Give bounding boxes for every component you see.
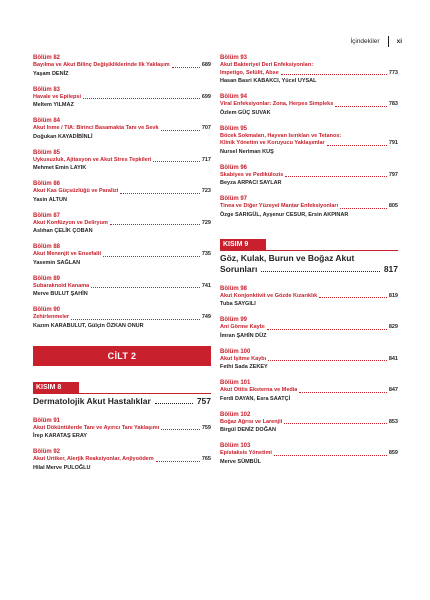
toc-entry-102[interactable] (220, 411, 398, 435)
part-9-heading[interactable] (220, 233, 398, 275)
part-rule (33, 393, 211, 394)
chapter-page: 797 (388, 171, 398, 178)
chapter-author: Ferdi DAYAN, Esra SAATÇİ (220, 395, 291, 402)
chapter-author: Merve BULUT ŞAHİN (33, 291, 88, 297)
chapter-number: Bölüm 82 (33, 55, 61, 61)
part-label: KISIM 9 (220, 239, 266, 250)
chapter-title: Tinea ve Diğer Yüzeyel Mantar Enfeksiyonları (220, 203, 339, 209)
leader-dots (285, 176, 387, 177)
chapter-number: Bölüm 83 (33, 86, 61, 93)
chapter-title-line1: Akut Bakteriyel Deri Enfeksiyonları: (220, 62, 314, 68)
leader-dots (267, 329, 387, 330)
chapter-title: Skabiyes ve Pedikülozis (220, 171, 284, 178)
leader-dots (281, 74, 387, 75)
chapter-page: 847 (388, 387, 398, 393)
part-title-line1: Göz, Kulak, Burun ve Boğaz Akut (220, 252, 355, 263)
chapter-number: Bölüm 86 (33, 181, 61, 187)
chapter-title: Uykusuzluk, Ajitasyon ve Akut Stres Tepkileri (33, 156, 152, 163)
chapter-number: Bölüm 92 (33, 449, 61, 455)
toc-entry-94[interactable] (220, 93, 398, 117)
part-label: KISIM 8 (33, 382, 79, 393)
part-8-heading[interactable] (33, 376, 211, 407)
chapter-number: Bölüm 103 (220, 443, 251, 449)
chapter-page: 717 (201, 156, 211, 163)
toc-entry-83[interactable] (33, 86, 211, 110)
chapter-page: 759 (201, 424, 211, 431)
chapter-number: Bölüm 93 (220, 55, 248, 61)
leader-dots (161, 130, 200, 131)
leader-dots (261, 271, 380, 272)
toc-entry-93[interactable] (220, 54, 398, 85)
header-divider (388, 36, 389, 47)
chapter-number: Bölüm 95 (220, 125, 248, 132)
chapter-author: Meltem YILMAZ (33, 102, 74, 108)
part-rule (220, 250, 398, 251)
leader-dots (103, 256, 200, 257)
chapter-page: 707 (201, 125, 211, 131)
toc-entry-89[interactable] (33, 275, 211, 299)
part-page: 757 (196, 395, 211, 406)
leader-dots (327, 145, 387, 146)
toc-entry-87[interactable] (33, 212, 211, 236)
chapter-author: Özlem GÜÇ SUVAK (220, 109, 271, 116)
chapter-author: Aslıhan ÇELİK ÇOBAN (33, 228, 93, 234)
chapter-title: Akut İşitme Kaybı (220, 355, 267, 362)
chapter-author: İmran ŞAHİN DÜZ (220, 332, 267, 339)
toc-entry-101[interactable] (220, 379, 398, 403)
part-title: Dermatolojik Akut Hastalıklar (33, 395, 151, 406)
chapter-author: Birgül DENİZ DOĞAN (220, 427, 276, 433)
chapter-title: Klinik Yönetim ve Koruyucu Yaklaşımlar (220, 140, 325, 146)
chapter-title: Zehirlenmeler (33, 314, 70, 320)
chapter-title: Boğaz Ağrısı ve Larenjit (220, 418, 283, 425)
chapter-author: Yasin ALTUN (33, 196, 67, 203)
leader-dots (172, 67, 200, 68)
leader-dots (268, 360, 387, 361)
leader-dots (83, 98, 200, 99)
chapter-author: Özge SARIGÜL, Ayşenur CESUR, Ersin AKPINAR (220, 211, 349, 218)
chapter-title: Viral Enfeksiyonlar: Zona, Herpes Simpleks (220, 101, 334, 107)
page-header (350, 36, 402, 47)
chapter-number: Bölüm 101 (220, 380, 251, 386)
chapter-author: Kazım KARABULUT, Gülçin ÖZKAN ONUR (33, 322, 144, 329)
toc-entry-85[interactable] (33, 149, 211, 173)
chapter-author: İrep KARATAŞ ERAY (33, 433, 87, 439)
chapter-page: 773 (388, 69, 398, 76)
chapter-page: 783 (388, 101, 398, 107)
chapter-number: Bölüm 87 (33, 212, 61, 219)
chapter-title-line1: Böcek Sokmaları, Hayvan Isırıkları ve Tetanos: (220, 132, 342, 139)
leader-dots (319, 297, 387, 298)
chapter-title: Akut Ürtiker, Alerjik Reaksiyonlar, Anjiyoödem (33, 456, 154, 462)
toc-entry-92[interactable] (33, 448, 211, 472)
toc-entry-88[interactable] (33, 243, 211, 267)
toc-entry-86[interactable] (33, 180, 211, 204)
toc-entry-95[interactable] (220, 125, 398, 156)
leader-dots (284, 423, 386, 424)
chapter-page: 859 (388, 450, 398, 456)
chapter-page: 841 (388, 355, 398, 362)
chapter-title: Bayılma ve Akut Bilinç Değişikliklerinde İlk Yaklaşım (33, 62, 170, 68)
chapter-author: Hilal Merve PULOĞLU (33, 464, 91, 471)
chapter-title: Akut İnme / TİA: Birinci Basamakta Tanı ve Sevk (33, 125, 159, 131)
chapter-title: Epistaksis Yönetimi (220, 450, 272, 456)
leader-dots (156, 461, 200, 462)
chapter-title: Subaraknoid Kanama (33, 282, 90, 289)
chapter-number: Bölüm 91 (33, 417, 61, 424)
chapter-number: Bölüm 102 (220, 411, 251, 418)
volume-banner: CİLT 2 (33, 346, 211, 366)
chapter-title: İmpetigo, Selülit, Abse (220, 69, 279, 76)
toc-entry-98[interactable] (220, 285, 398, 309)
toc-entry-90[interactable] (33, 306, 211, 330)
toc-entry-97[interactable] (220, 195, 398, 219)
chapter-page: 689 (201, 62, 211, 68)
leader-dots (155, 403, 193, 404)
leader-dots (274, 455, 387, 456)
chapter-author: Hasan Basri KABAKCI, Yücel UYSAL (220, 78, 317, 84)
chapter-number: Bölüm 94 (220, 94, 248, 100)
chapter-number: Bölüm 99 (220, 317, 248, 323)
chapter-title: Akut Menenjit ve Ensefalit (33, 251, 102, 257)
toc-entry-103[interactable] (220, 442, 398, 466)
leader-dots (71, 319, 200, 320)
chapter-number: Bölüm 85 (33, 149, 61, 156)
chapter-page: 853 (388, 418, 398, 425)
leader-dots (299, 392, 386, 393)
leader-dots (91, 287, 200, 288)
chapter-author: Tuba SAYGILI (220, 301, 256, 307)
chapter-page: 829 (388, 324, 398, 330)
chapter-number: Bölüm 96 (220, 164, 248, 171)
chapter-title: Akut Kas Güçsüzlüğü ve Paralizi (33, 188, 119, 194)
toc-entry-96[interactable] (220, 164, 398, 188)
chapter-author: Nursel Neriman KUŞ (220, 148, 274, 155)
chapter-page: 723 (201, 188, 211, 194)
chapter-author: Doğukan KAYADİBİNLİ (33, 133, 93, 140)
toc-entry-100[interactable] (220, 348, 398, 372)
chapter-number: Bölüm 88 (33, 244, 61, 250)
leader-dots (120, 193, 200, 194)
part-title-line2: Sorunları (220, 263, 258, 274)
chapter-number: Bölüm 84 (33, 118, 61, 124)
chapter-author: Yasemin SAĞLAN (33, 259, 81, 266)
toc-entry-82[interactable] (33, 54, 211, 78)
chapter-author: Merve SÜMBÜL (220, 458, 261, 465)
chapter-page: 819 (388, 292, 398, 299)
chapter-page: 729 (201, 219, 211, 226)
chapter-page: 791 (388, 140, 398, 146)
chapter-author: Fethi Sada ZEKEY (220, 364, 268, 370)
toc-right-column (220, 54, 398, 474)
toc-entry-84[interactable] (33, 117, 211, 141)
chapter-page: 749 (201, 314, 211, 320)
chapter-author: Beyza ARPACI SAYLAR (220, 180, 282, 186)
leader-dots (335, 106, 387, 107)
chapter-number: Bölüm 97 (220, 196, 248, 202)
header-page-number: xi (396, 38, 402, 45)
chapter-page: 699 (201, 93, 211, 100)
chapter-page: 735 (201, 251, 211, 257)
chapter-author: Mehmet Emin LAYIK (33, 165, 87, 171)
header-section-title: İçindekiler (350, 38, 380, 45)
toc-entry-91[interactable] (33, 417, 211, 441)
chapter-page: 765 (201, 456, 211, 462)
chapter-number: Bölüm 100 (220, 348, 251, 355)
leader-dots (110, 224, 200, 225)
chapter-title: Akut Konjonktivit ve Gözde Kızarıklık (220, 292, 318, 299)
chapter-title: Ani Görme Kaybı (220, 324, 265, 330)
chapter-page: 741 (201, 282, 211, 289)
chapter-number: Bölüm 89 (33, 275, 61, 282)
leader-dots (340, 208, 387, 209)
chapter-number: Bölüm 98 (220, 285, 248, 292)
chapter-page: 805 (388, 203, 398, 209)
chapter-title: Akut Otitis Eksterna ve Media (220, 387, 298, 393)
part-page: 817 (383, 263, 398, 274)
chapter-number: Bölüm 90 (33, 307, 61, 313)
leader-dots (153, 161, 199, 162)
chapter-title: Akut Döküntülerde Tanı ve Ayırıcı Tanı Yaklaşımı (33, 424, 160, 431)
toc-left-column (33, 54, 211, 480)
toc-entry-99[interactable] (220, 316, 398, 340)
chapter-author: Yaşam DENİZ (33, 70, 69, 77)
chapter-title: Akut Konfüzyon ve Deliryum (33, 219, 108, 226)
chapter-title: Havale ve Epilepsi (33, 93, 81, 100)
leader-dots (161, 429, 200, 430)
